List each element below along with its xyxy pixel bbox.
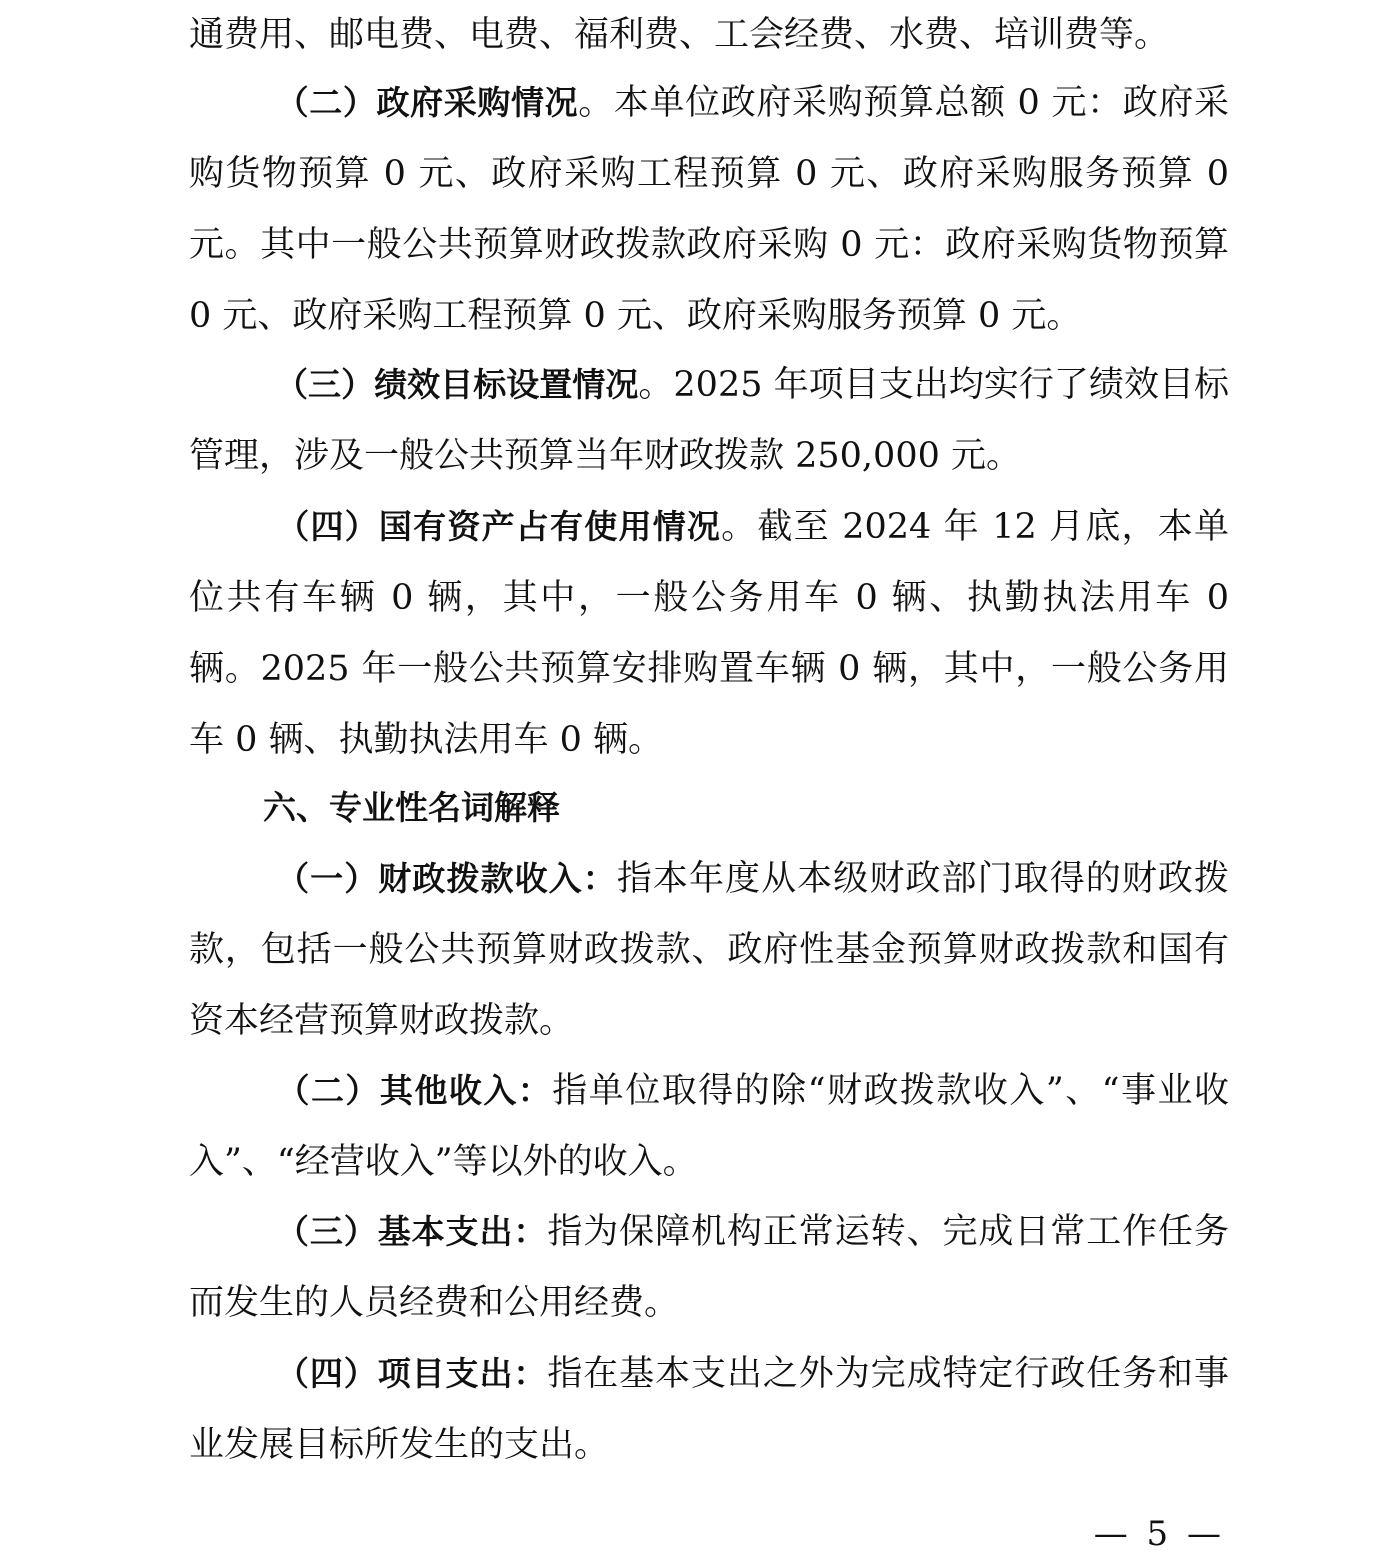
performance-lead: （三）绩效目标设置情况 [275,365,639,404]
term-1-lead: （一）财政拨款收入： [275,859,617,898]
paragraph-performance [189,349,1229,492]
paragraph-assets [189,491,1229,776]
paragraph-term-2 [189,1055,1229,1198]
assets-lead: （四）国有资产占有使用情况 [275,507,722,546]
procurement-lead: （二）政府采购情况 [275,83,579,122]
performance-text: 。2025 年项目支出均实行了绩效目标管理，涉及一般公共预算当年财政拨款 250,000 元。 [189,365,1230,476]
assets-text: 。截至 2024 年 12 月底，本单位共有车辆 0 辆，其中，一般公务用车 0 辆、执勤执法用车 0 辆。2025 年一般公共预算安排购置车辆 0 辆，其中，一般公务用车 0 辆、执勤执法用车 0 辆。 [189,507,1229,760]
term-3-text: 指为保障机构正常运转、完成日常工作任务而发生的人员经费和公用经费。 [189,1212,1229,1323]
paragraph-term-1 [189,843,1229,1057]
paragraph-term-3 [189,1196,1229,1339]
procurement-text: 。本单位政府采购预算总额 0 元：政府采购货物预算 0 元、政府采购工程预算 0 元、政府采购服务预算 0 元。其中一般公共预算财政拨款政府采购 0 元：政府采购货物预算 0 元、政府采购工程预算 0 元、政府采购服务预算 0 元。 [189,83,1230,336]
paragraph-term-4 [189,1338,1229,1481]
paragraph-continued-text: 通费用、邮电费、电费、福利费、工会经费、水费、培训费等。 [189,15,1170,55]
paragraph-continued [189,0,1229,71]
term-4-lead: （四）项目支出： [275,1354,548,1393]
paragraph-procurement [189,67,1229,352]
term-2-lead: （二）其他收入： [275,1071,553,1110]
term-2-text: 指单位取得的除“财政拨款收入”、“事业收入”、“经营收入”等以外的收入。 [189,1071,1229,1182]
section-heading: 六、专业性名词解释 [263,788,560,827]
term-3-lead: （三）基本支出： [275,1212,548,1251]
term-1-text: 指本年度从本级财政部门取得的财政拨款，包括一般公共预算财政拨款、政府性基金预算财政拨款和国有资本经营预算财政拨款。 [189,859,1229,1041]
term-4-text: 指在基本支出之外为完成特定行政任务和事业发展目标所发生的支出。 [189,1354,1229,1465]
page-number: — 5 — [1093,1514,1225,1554]
